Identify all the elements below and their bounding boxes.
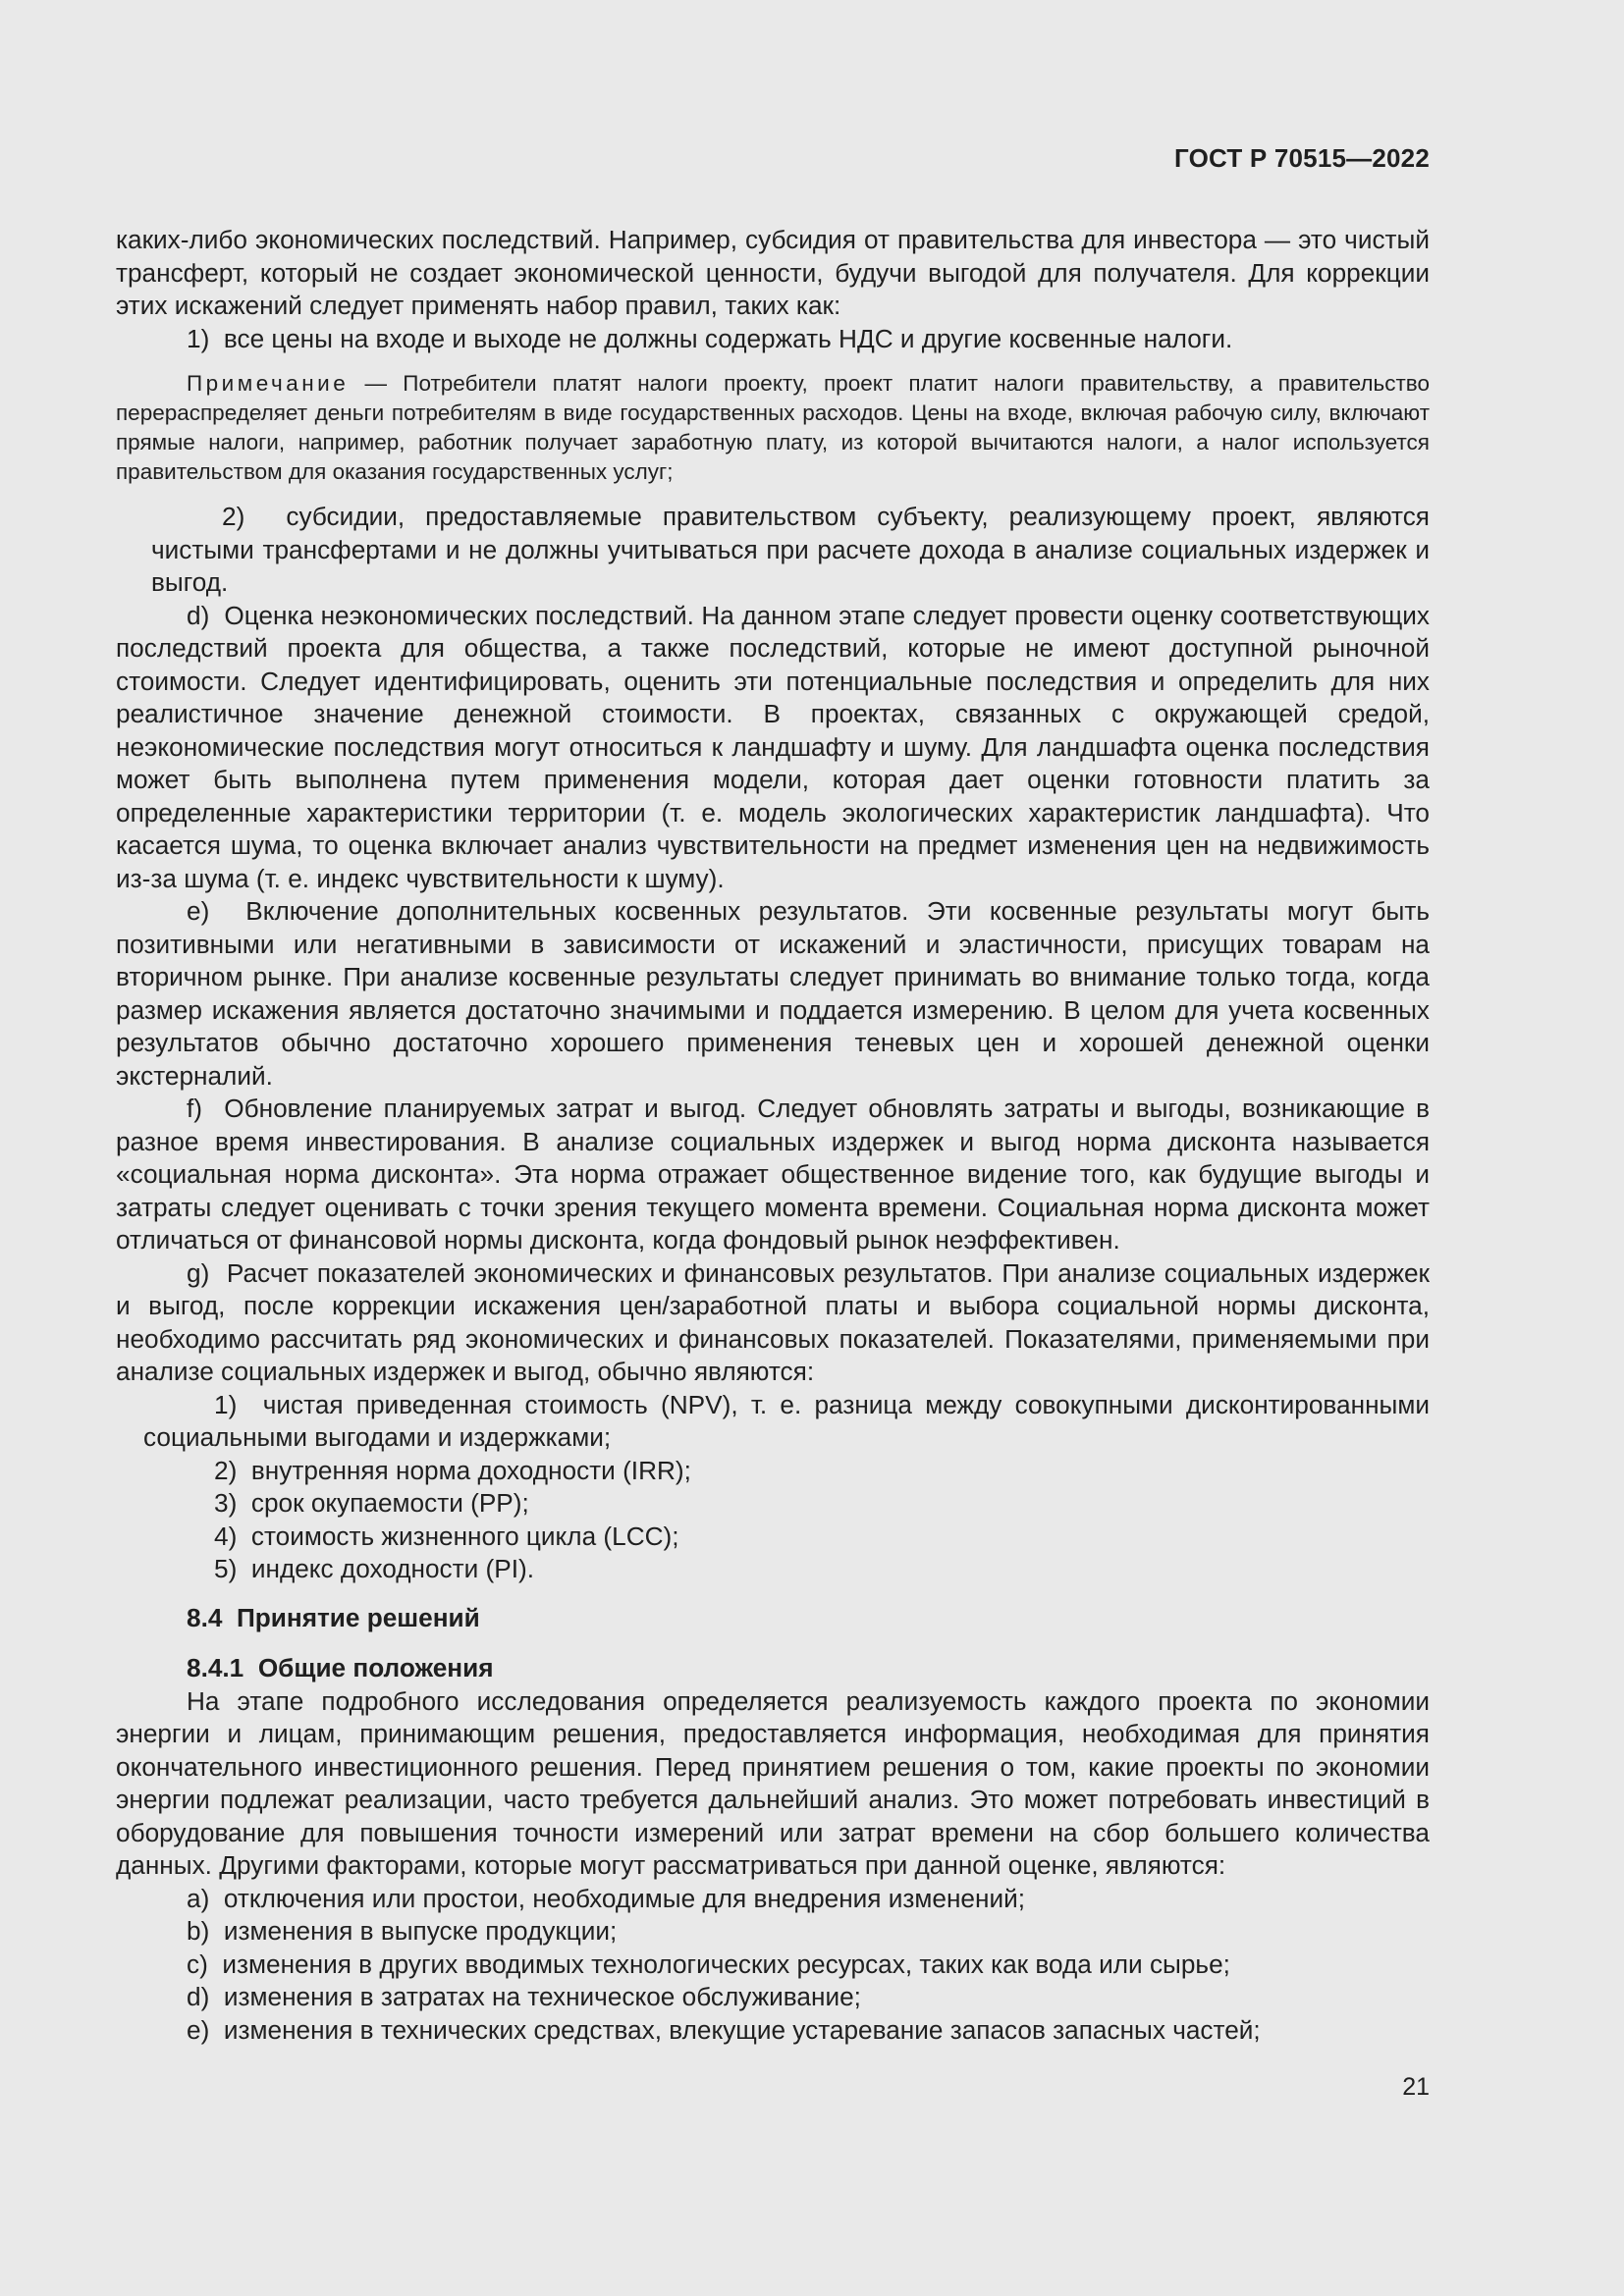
- indicator-item-2: [116, 1455, 1430, 1488]
- factor-item-a: [116, 1883, 1430, 1916]
- rule-number: 2): [222, 502, 245, 531]
- item-text: Включение дополнительных косвенных результатов. Эти косвенные результаты могут быть позитивными или негативными в зависимости от искажений и эластичности, присущих товарам на вторичном рынке. При анализе косвенные результаты следует принимать во внимание только тогда, когда размер искажения является достаточно значимыми и поддается измерению. В целом для учета косвенных результатов обычно достаточно хорошего применения теневых цен и хорошей денежной оценки экстерналий.: [116, 896, 1430, 1091]
- indicator-number: 4): [214, 1521, 238, 1551]
- factor-letter: a): [187, 1883, 210, 1913]
- indicator-text: стоимость жизненного цикла (LCC);: [250, 1521, 679, 1551]
- indicator-item-4: [116, 1521, 1430, 1554]
- page-number: 21: [1402, 2073, 1430, 2101]
- note-paragraph: [116, 369, 1430, 487]
- indicator-number: 1): [214, 1389, 238, 1419]
- section-number: 8.4.1: [187, 1653, 244, 1682]
- factor-item-d: [116, 1981, 1430, 2014]
- indicator-number: 3): [214, 1488, 238, 1518]
- section-heading-8-4: [116, 1602, 1430, 1635]
- rule-number: 1): [187, 323, 210, 353]
- item-text: Расчет показателей экономических и финансовых результатов. При анализе социальных издержек и выгод, после коррекции искажения цен/заработной платы и выбора социальной нормы дисконта, необходимо рассчитать ряд экономических и финансовых показателей. Показателями, применяемыми при анализе социальных издержек и выгод, обычно являются:: [116, 1257, 1430, 1386]
- indicator-text: чистая приведенная стоимость (NPV), т. е. разница между совокупными дисконтированными социальными выгодами и издержками;: [143, 1389, 1430, 1452]
- indicator-text: внутренняя норма доходности (IRR);: [250, 1455, 691, 1485]
- rule-text: субсидии, предоставляемые правительством субъекту, реализующему проект, являются чистыми трансфертами и не должны учитываться при расчете дохода в анализе социальных издержек и выгод.: [151, 502, 1430, 597]
- factor-text: изменения в затратах на техническое обслуживание;: [223, 1982, 861, 2011]
- list-item-e: [116, 895, 1430, 1093]
- item-letter: d): [187, 600, 210, 630]
- factor-item-c: [116, 1949, 1430, 1982]
- rule-item-1: [116, 323, 1430, 356]
- indicator-number: 5): [214, 1554, 238, 1583]
- note-text: — Потребители платят налоги проекту, проект платит налоги правительству, а правительство перераспределяет деньги потребителям в виде государственных расходов. Цены на входе, включая рабочую силу, включают прямые налоги, например, работник получает заработную плату, из которой вычитаются налоги, а налог используется правительством для оказания государственных услуг;: [116, 371, 1430, 484]
- indicator-item-1: [116, 1389, 1430, 1455]
- item-text: Обновление планируемых затрат и выгод. Следует обновлять затраты и выгоды, возникающие в разное время инвестирования. В анализе социальных издержек и выгод норма дисконта называется «социальная норма дисконта». Эта норма отражает общественное видение того, как будущие выгоды и затраты следует оценивать с точки зрения текущего момента времени. Социальная норма дисконта может отличаться от финансовой нормы дисконта, когда фондовый рынок неэффективен.: [116, 1094, 1430, 1255]
- document-id-header: ГОСТ Р 70515—2022: [1174, 143, 1430, 173]
- list-item-f: [116, 1093, 1430, 1257]
- factor-item-b: [116, 1915, 1430, 1949]
- factor-letter: c): [187, 1949, 208, 1979]
- factor-text: отключения или простои, необходимые для внедрения изменений;: [223, 1883, 1025, 1913]
- section-heading-8-4-1: [116, 1652, 1430, 1685]
- list-item-d: [116, 600, 1430, 896]
- factor-letter: d): [187, 1982, 210, 2011]
- factor-letter: e): [187, 2014, 210, 2045]
- factor-letter: b): [187, 1916, 210, 1946]
- factor-text: изменения в других вводимых технологических ресурсах, таких как вода или сырье;: [222, 1949, 1230, 1979]
- section-title: Общие положения: [257, 1653, 494, 1682]
- indicator-text: индекс доходности (PI).: [250, 1554, 535, 1583]
- section-number: 8.4: [187, 1602, 223, 1632]
- list-item-g: [116, 1257, 1430, 1389]
- factor-text: изменения в технических средствах, влекущие устаревание запасов запасных частей;: [223, 2014, 1261, 2045]
- intro-paragraph: каких-либо экономических последствий. Например, субсидия от правительства для инвестора — это чистый трансферт, который не создает экономической ценности, будучи выгодой для получателя. Для коррекции этих искажений следует применять набор правил, таких как:: [116, 225, 1430, 320]
- section-paragraph: На этапе подробного исследования определяется реализуемость каждого проекта по экономии энергии и лицам, принимающим решения, предоставляется информация, необходимая для принятия окончательного инвестиционного решения. Перед принятием решения о том, какие проекты по экономии энергии подлежат реализации, часто требуется дальнейший анализ. Это может потребовать инвестиций в оборудование для повышения точности измерений или затрат времени на сбор большего количества данных. Другими факторами, которые могут рассматриваться при данной оценке, являются:: [116, 1685, 1430, 1880]
- indicator-item-3: [116, 1487, 1430, 1521]
- item-text: Оценка неэкономических последствий. На данном этапе следует провести оценку соответствующих последствий проекта для общества, а также последствий, которые не имеют доступной рыночной стоимости. Следует идентифицировать, оценить эти потенциальные последствия и определить для них реалистичное значение денежной стоимости. В проектах, связанных с окружающей средой, неэкономические последствия могут относиться к ландшафту и шуму. Для ландшафта оценка последствия может быть выполнена путем применения модели, которая дает оценки готовности платить за определенные характеристики территории (т. е. модель экологических характеристик ландшафта). Что касается шума, то оценка включает анализ чувствительности на предмет изменения цен на недвижимость из-за шума (т. е. индекс чувствительности к шуму).: [116, 600, 1430, 893]
- indicator-number: 2): [214, 1455, 238, 1485]
- factor-text: изменения в выпуске продукции;: [223, 1916, 618, 1946]
- rule-item-2: [116, 501, 1430, 600]
- rule-text: все цены на входе и выходе не должны содержать НДС и другие косвенные налоги.: [223, 323, 1233, 353]
- section-title: Принятие решений: [236, 1602, 480, 1632]
- item-letter: f): [187, 1094, 202, 1123]
- factor-item-e: [116, 2014, 1430, 2048]
- note-label: Примечание: [187, 371, 350, 396]
- indicator-text: срок окупаемости (PP);: [250, 1488, 529, 1518]
- page-content: [116, 224, 1430, 2047]
- indicator-item-5: [116, 1553, 1430, 1586]
- item-letter: g): [187, 1257, 210, 1288]
- item-letter: e): [187, 896, 210, 926]
